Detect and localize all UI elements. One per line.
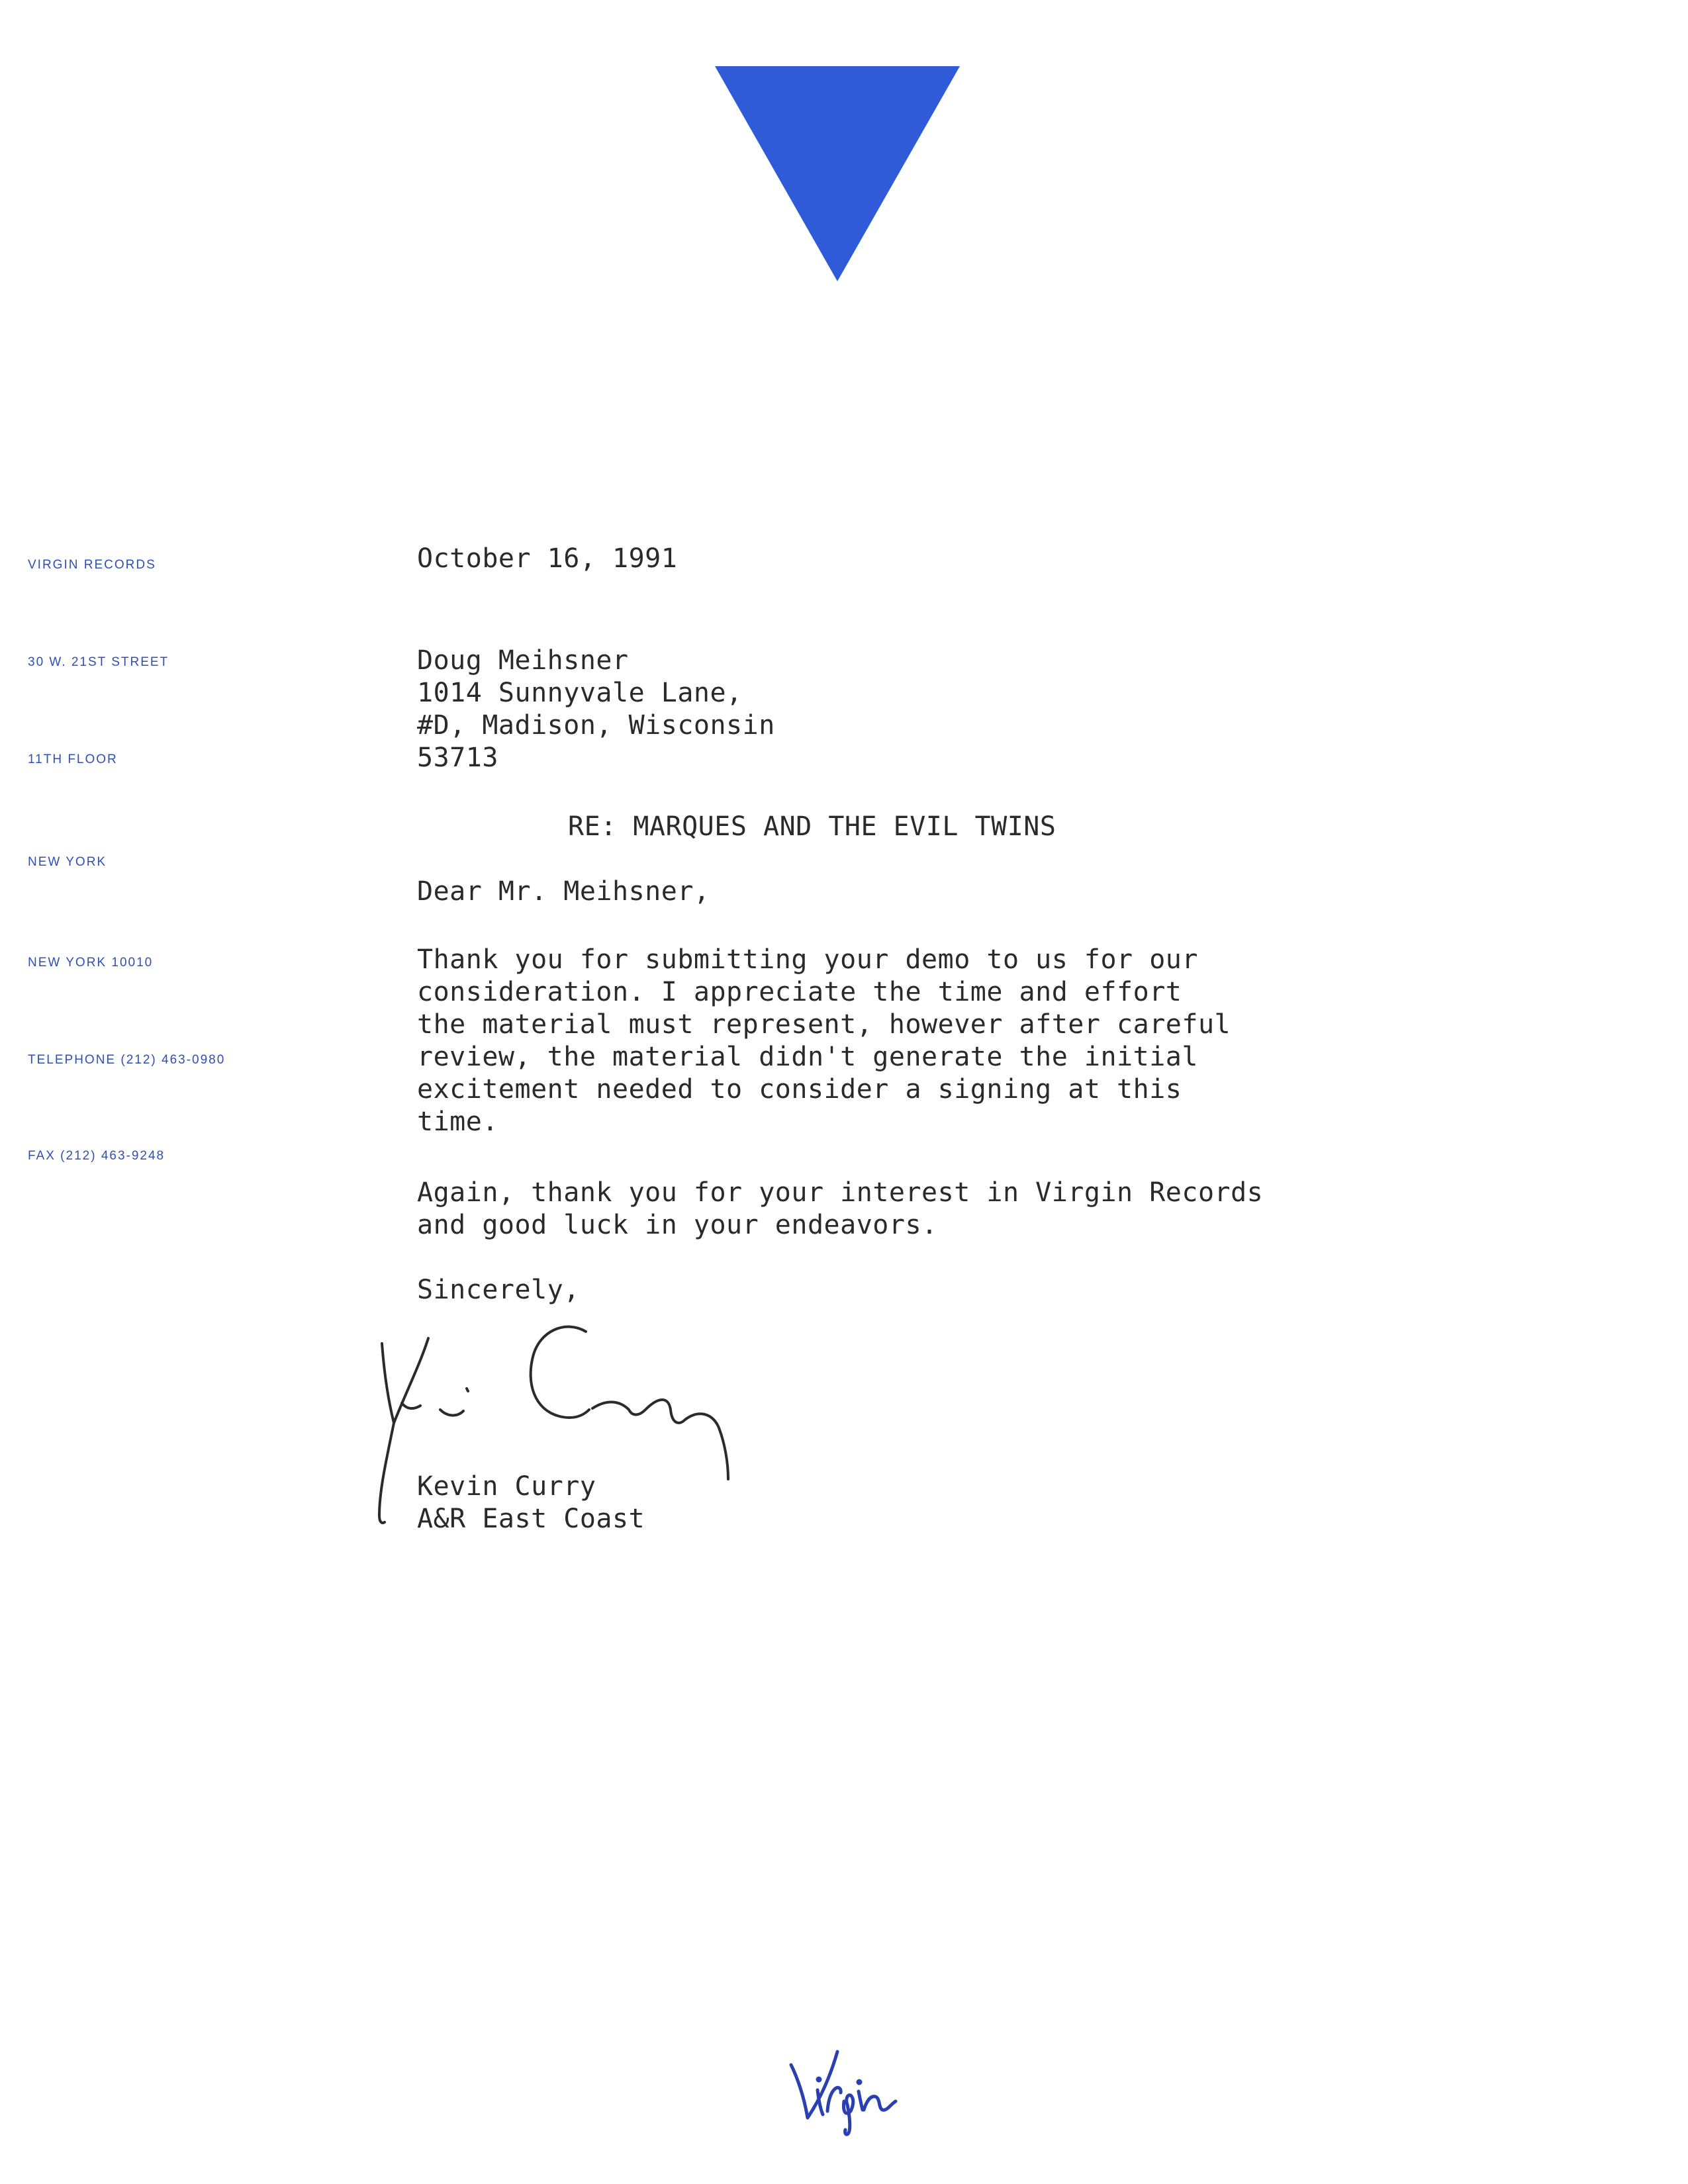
recipient-address-line: #D, Madison, Wisconsin xyxy=(417,710,775,741)
virgin-logo-icon xyxy=(784,2038,900,2138)
letterhead-company: VIRGIN RECORDS xyxy=(28,558,156,572)
letter-date: October 16, 1991 xyxy=(417,543,678,574)
body-line: and good luck in your endeavors. xyxy=(417,1210,938,1240)
subject-line: RE: MARQUES AND THE EVIL TWINS xyxy=(568,811,1056,842)
body-line: review, the material didn't generate the initial xyxy=(417,1042,1198,1072)
signer-title: A&R East Coast xyxy=(417,1504,645,1534)
signer-name: Kevin Curry xyxy=(417,1471,596,1502)
closing: Sincerely, xyxy=(417,1275,580,1305)
letterhead-fax: FAX (212) 463-9248 xyxy=(28,1149,165,1163)
body-line: Thank you for submitting your demo to us for our xyxy=(417,944,1198,975)
recipient-name: Doug Meihsner xyxy=(417,645,629,676)
body-line: Again, thank you for your interest in Virgin Records xyxy=(417,1177,1264,1208)
recipient-address-line: 1014 Sunnyvale Lane, xyxy=(417,678,743,708)
body-line: time. xyxy=(417,1107,498,1137)
letterhead-telephone: TELEPHONE (212) 463-0980 xyxy=(28,1053,226,1067)
body-line: the material must represent, however after careful xyxy=(417,1009,1231,1040)
letterhead-state-zip: NEW YORK 10010 xyxy=(28,956,154,970)
logo-triangle-icon xyxy=(715,66,960,281)
recipient-address-line: 53713 xyxy=(417,743,498,773)
letterhead-floor: 11TH FLOOR xyxy=(28,752,118,766)
letterhead-city: NEW YORK xyxy=(28,855,107,869)
body-line: excitement needed to consider a signing at this xyxy=(417,1074,1182,1105)
salutation: Dear Mr. Meihsner, xyxy=(417,876,710,907)
body-line: consideration. I appreciate the time and effort xyxy=(417,977,1182,1007)
letterhead-street: 30 W. 21ST STREET xyxy=(28,655,169,669)
